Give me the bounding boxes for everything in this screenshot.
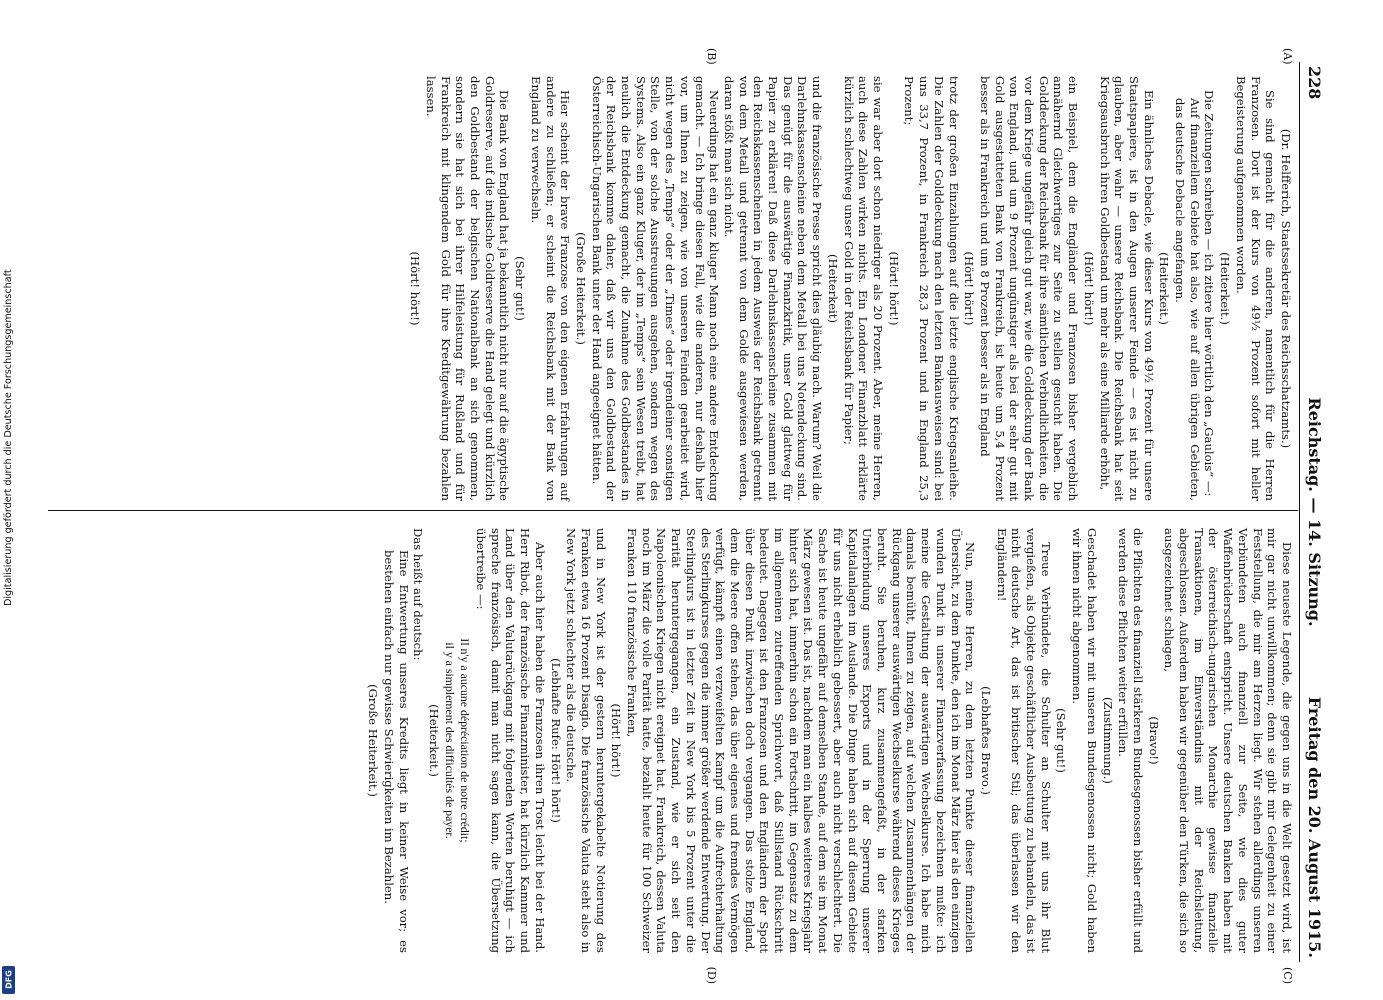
french-quote: Il n'y a aucune dépréciation de notre crédit; bbox=[458, 638, 473, 843]
reaction: (Zustimmung.) bbox=[1100, 697, 1115, 784]
page-title: Reichstag. — 14. Sitzung. bbox=[1305, 397, 1324, 627]
reaction: (Große Heiterkeit.) bbox=[366, 684, 381, 797]
paragraph: Aber auch hier haben die Franzosen ihren Trost leicht bei der Hand. Herr Ribot, der französische Finanzminister, hat kürzlich Kammer und Land über den Valutarückgang mit folgenden Worten beruhigt — ich spreche französisch, damit man nicht sagen kann, die Übersetzung übertreibe —: bbox=[474, 528, 547, 953]
margin-mark-c: (C) bbox=[1281, 967, 1294, 984]
paragraph: die Pflichten des finanziell stärkeren Bundesgenossen bisher erfüllt und werden diese Pflichten weiter erfüllen. bbox=[1116, 528, 1145, 953]
reaction: (Hört! hört!) bbox=[609, 703, 624, 778]
dfg-logo-text: DFG bbox=[4, 970, 14, 989]
reaction: (Heiterkeit) bbox=[825, 253, 840, 324]
reaction: (Sehr gut!) bbox=[513, 256, 528, 321]
paragraph: Hier scheint der brave Franzose von den eigenen Erfahrungen auf andere zu schließen; er scheint die Reichsbank mit der Bank von England zu verwechseln. bbox=[528, 76, 573, 501]
paragraph: ein Beispiel, dem die Engländer und Franzosen bisher vergeblich annähernd Gleichwertiges zur Seite zu stellen gesucht haben. Die Golddeckung der Reichsbank für ihre sämtlichen Verbindlichkeiten, die vor dem Kriege ungefähr gleich gut war, wie die Golddeckung der Bank von England, und um 9 Prozent ungünstiger als bei der sehr gut mit Gold ausgestatteten Bank von Frankreich, ist heute um 5,4 Prozent besser als in Frankreich und um 8 Prozent besser als in England bbox=[977, 76, 1081, 501]
french-quote: il y a simplement des difficultés de payer. bbox=[442, 642, 457, 839]
paragraph: Die Bank von England hat ja bekanntlich nicht nur auf die ägyptische Goldreserve, auf die indische Goldreserve die Hand gelegt und kürzlich den Goldbestand der belgischen Nationalbank an sich genommen, sondern sie hat sich bei ihrer Hilfeleistung für Rußland und für Frankreich mit klingendem Gold für ihre Kreditgewährung bezahlen lassen. bbox=[423, 76, 512, 501]
reaction: (Bravo!) bbox=[1146, 716, 1161, 765]
paragraph: Diese neueste Legende, die gegen uns in die Welt gesetzt wird, ist mir gar nicht unwillkommen; denn sie gibt mir Gelegenheit zu einer Feststellung, die mir am Herzen liegt. Wir stehen allerdings unseren Verbündeten auch finanziell zur Seite, wie dies guter Waffenbrüderschaft entspricht. Unsere deutschen Banken haben mit der österreichisch-ungarischen Monarchie gewisse finanzielle Transaktionen, im Einverständnis mit der Reichsleitung, abgeschlossen. Außerdem haben wir gegenüber den Türken, die sich so ausgezeichnet schlagen, bbox=[1162, 528, 1294, 953]
digitization-credit: Digitalisierung gefördert durch die Deutsche Forschungsgemeinschaft bbox=[3, 269, 14, 606]
reaction: (Hört! hört!) bbox=[886, 251, 901, 326]
reaction: (Sehr gut!) bbox=[1054, 708, 1069, 773]
speaker-line: (Dr. Helfferich, Staatssekretär des Reichsschatzamts.) bbox=[1279, 128, 1293, 449]
paragraph: Nun, meine Herren, zu dem letzten Punkte dieser finanziellen Übersicht, zu dem Punkte, den ich im Monat März hier als den einzigen wunden Punkt in unserer Finanzverfassung bezeichnen mußte: ich meine die Gestaltung der auswärtigen Wechselkurse. Ich habe mich damals bemüht, Ihnen zu zeigen, auf welchen Zusammenhängen der Rückgang unserer auswärtigen Wechselkurse während dieses Krieges beruht. Sie beruhen, kurz zusammengefaßt, in der starken Unterbindung unseres Exports und in der Sperrung unserer Kapitalanlagen im Auslande. Die Dinge haben sich auf diesem Gebiete für uns nicht erheblich gebessert, aber auch nicht verschlechtert. Die Sache ist heute ungefähr auf demselben Stande, auf dem sie im Monat März gewesen ist. Das ist, nachdem man ein halbes weiteres Kriegsjahr hinter sich hat, immerhin schon ein Fortschritt, im Gegensatz zu dem im allgemeinen zutreffenden Sprichwort, daß Stillstand Rückschritt bedeutet. Dagegen ist den Franzosen und den Engländern der Spott über diesen Punkt inzwischen doch vergangen. Das stolze England, dem die Meere offen stehen, das über eigenes und fremdes Vermögen verfügt, kämpft einen verzweifelten Kampf um die Aufrechterhaltung des Sterlingkurses gegen die immer größer werdende Entwertung. Der Sterlingkurs ist in letzter Zeit in New York bis 5 Prozent unter die Parität heruntergegangen, ein Zustand, wie er sich seit den Napoleonischen Kriegen nicht ereignet hat. Frankreich, dessen Valuta noch im März die volle Parität hatte, bezahlt heute für 100 Schweizer Franken 110 französische Franken, bbox=[625, 528, 978, 953]
rotated-page bbox=[44, 48, 1326, 984]
reaction: (Hört! hört!) bbox=[408, 251, 423, 326]
dfg-logo bbox=[2, 966, 15, 994]
reaction: (Hört! hört!) bbox=[962, 251, 977, 326]
reaction: (Große Heiterkeit.) bbox=[573, 232, 588, 345]
paragraph: und die französische Presse spricht dies gläubig nach. Warum? Weil die Darlehnskassenscheine neben dem Metall bei uns Notendeckung sind. Das genügt für die auswärtige Finanzkritik, unser Gold glattweg für Papier zu erklären! Daß diese Darlehnskassenscheine zusammen mit den Reichskassenscheinen in jedem Ausweis der Reichsbank getrennt von dem Metall und getrennt von dem Golde ausgewiesen werden, daran stößt man sich nicht. bbox=[721, 76, 825, 501]
paragraph: Treue Verbündete, die Schulter an Schulter mit uns ihr Blut vergießen, als Objekte geschäftlicher Ausbeutung zu behandeln, das ist nicht deutsche Art, das ist britischer Stil; das überlassen wir den Engländern! bbox=[994, 528, 1053, 953]
left-column bbox=[407, 76, 1294, 501]
margin-mark-d: (D) bbox=[705, 966, 718, 984]
paragraph: Ein ähnliches Debacle, wie dieser Kurs von 49½ Prozent für unsere Staatspapiere, ist in den Augen unserer Feinde — es ist nicht zu glauben, aber wahr — unsere Reichsbank. Die Reichsbank hat seit Kriegsausbruch ihren Goldbestand um mehr als eine Milliarde erhöht, bbox=[1097, 76, 1156, 501]
reaction: (Heiterkeit.) bbox=[1157, 252, 1172, 325]
reaction: (Hört! hört!) bbox=[1081, 251, 1096, 326]
margin-mark-a: (A) bbox=[1281, 48, 1294, 65]
paragraph: Geschadet haben wir mit unseren Bundesgenossen nicht; Gold haben wir ihnen nicht abgenommen. bbox=[1070, 528, 1099, 953]
running-head bbox=[1299, 62, 1324, 962]
quotation: Eine Entwertung unseres Kredits liegt in keiner Weise vor; es bestehen einfach nur gewisse Schwierigkeiten im Bezahlen. bbox=[381, 550, 411, 953]
reaction: (Heiterkeit.) bbox=[1218, 252, 1233, 325]
quotation: Auf finanziellem Gebiete hat also, wie auf allen übrigen Gebieten, das deutsche Debacle angefangen. bbox=[1173, 98, 1202, 501]
right-column bbox=[364, 528, 1294, 953]
session-date: Freitag den 20. August 1915. bbox=[1305, 696, 1324, 958]
reaction: (Heiterkeit.) bbox=[426, 704, 441, 777]
paragraph: Neuerdings hat ein ganz kluger Mann noch eine andere Entdeckung gemacht. — Ich bringe diesen Fall, wie die anderen, nur deshalb hier vor, um Ihnen zu zeigen, wie von unseren Feinden gearbeitet wird, nicht wegen des „Temps“ oder der „Times“ oder irgendeiner sonstigen Stelle, von der solche Ausstreuungen ausgehen, sondern wegen des Systems. Also ein ganz Kluger, der im „Temps“ sein Wesen treibt, hat neulich die Entdeckung gemacht, die Zunahme des Goldbestandes in der Reichsbank komme daher, daß wir uns den Goldbestand der Österreichisch-Ungarischen Bank unter der Hand angeeignet hätten. bbox=[589, 76, 722, 501]
paragraph: und in New York ist der gestern heruntergekabelte Notierung des Franken etwa 16 Prozent Disagio. Die französische Valuta steht also in New York jetzt schlechter als die deutsche. bbox=[564, 528, 608, 953]
reaction: (Lebhaftes Bravo.) bbox=[978, 686, 993, 795]
page-number: 228 bbox=[1305, 66, 1324, 100]
paragraph: Das heißt auf deutsch: bbox=[411, 528, 426, 661]
column-divider bbox=[48, 510, 1298, 511]
reaction: (Lebhafte Rufe: Hört! hört!) bbox=[548, 658, 563, 823]
paragraph: sie war aber dort schon niedriger als 20 Prozent. Aber, meine Herren, auch diese Zahlen wirken nichts. Ein Londoner Finanzblatt erklärte kürzlich schlechtweg unser Gold in der Reichsbank für Papier; bbox=[841, 76, 886, 501]
margin-mark-b: (B) bbox=[705, 48, 718, 65]
paragraph: Sie sind gemacht für die anderen, namentlich für die Herren Franzosen. Dort ist der Kurs von 49½ Prozent sofort mit heller Begeisterung aufgenommen worden. bbox=[1233, 76, 1278, 501]
paragraph: trotz der großen Einzahlungen auf die letzte englische Kriegsanleihe. Die Zahlen der Golddeckung nach den letzten Bankausweisen sind: bei uns 33,7 Prozent, in Frankreich 28,3 Prozent und in England 25,3 Prozent; bbox=[902, 76, 961, 501]
paragraph: Die Zeitungen schreiben — ich zitiere hier wörtlich den „Gaulois“ —: bbox=[1202, 90, 1217, 497]
